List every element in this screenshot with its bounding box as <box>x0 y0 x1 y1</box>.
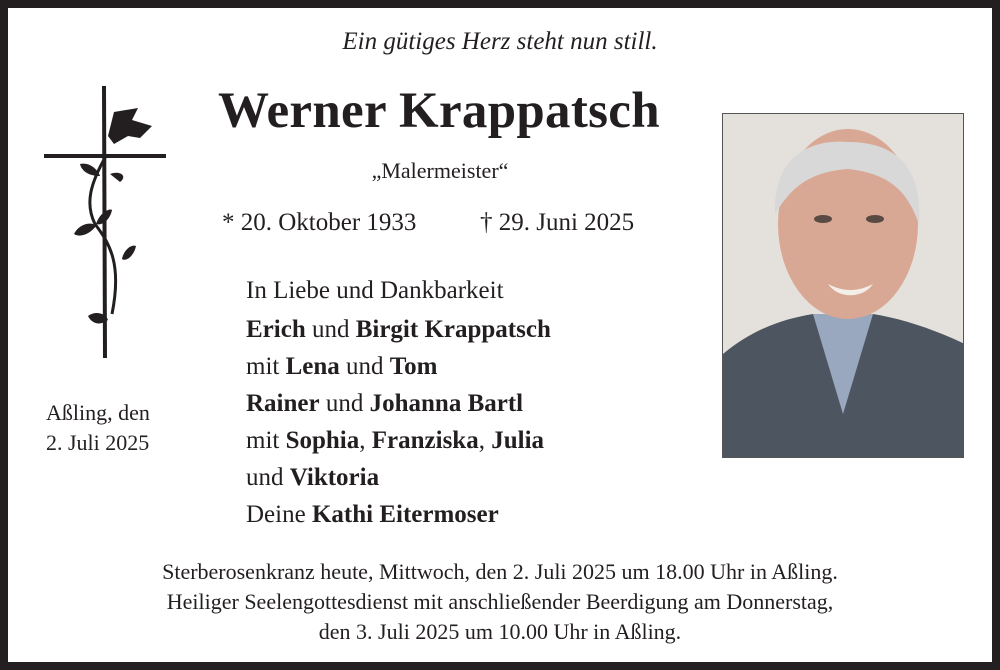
family-name: Tom <box>389 353 438 380</box>
family-name: Viktoria <box>289 464 380 491</box>
family-connector: und <box>319 390 370 417</box>
family-connector: , <box>478 427 492 454</box>
family-name: Johanna Bartl <box>369 390 524 417</box>
family-name: Franziska <box>371 427 479 454</box>
family-connector: mit <box>246 427 286 454</box>
family-connector: Deine <box>246 501 312 528</box>
family-connector: und <box>305 316 356 343</box>
birth-date <box>222 209 416 237</box>
family-line <box>246 459 551 496</box>
family-intro: In Liebe und Dankbarkeit <box>246 277 504 304</box>
death-date-text: 29. Juni 2025 <box>498 209 635 236</box>
family-line <box>246 422 551 459</box>
cross-with-rose-icon <box>40 84 170 360</box>
deceased-name: Werner Krappatsch <box>218 83 660 139</box>
family-name: Sophia <box>285 427 360 454</box>
family-line <box>246 348 551 385</box>
service-line-1: Sterberosenkranz heute, Mittwoch, den 2. Juli 2025 um 18.00 Uhr in Aßling. <box>162 559 838 584</box>
family-name: Kathi Eitermoser <box>311 501 499 528</box>
date: 2. Juli 2025 <box>46 430 150 455</box>
portrait-photo <box>722 113 964 458</box>
motto: Ein gütiges Herz steht nun still. <box>342 28 658 55</box>
place: Aßling, den <box>46 400 150 425</box>
service-line-3: den 3. Juli 2025 um 10.00 Uhr in Aßling. <box>318 619 682 644</box>
family-connector: , <box>359 427 372 454</box>
family-line <box>246 496 551 533</box>
service-announcement <box>0 557 1000 647</box>
family-signatures <box>246 272 551 533</box>
family-name: Erich <box>246 316 306 343</box>
death-symbol: † <box>480 209 493 236</box>
family-connector: mit <box>246 353 286 380</box>
place-and-date <box>46 398 150 458</box>
family-name: Lena <box>285 353 340 380</box>
family-name: Julia <box>491 427 545 454</box>
birth-symbol: * <box>222 209 235 236</box>
birth-date-text: 20. Oktober 1933 <box>240 209 417 236</box>
family-connector: und <box>246 464 290 491</box>
service-line-2: Heiliger Seelengottesdienst mit anschließender Beerdigung am Donnerstag, <box>166 589 834 614</box>
death-date <box>480 209 634 237</box>
family-line <box>246 385 551 422</box>
family-line <box>246 311 551 348</box>
family-name: Rainer <box>246 390 320 417</box>
family-connector: und <box>339 353 390 380</box>
profession: „Malermeister“ <box>371 158 509 183</box>
family-name: Birgit Krappatsch <box>355 316 551 343</box>
